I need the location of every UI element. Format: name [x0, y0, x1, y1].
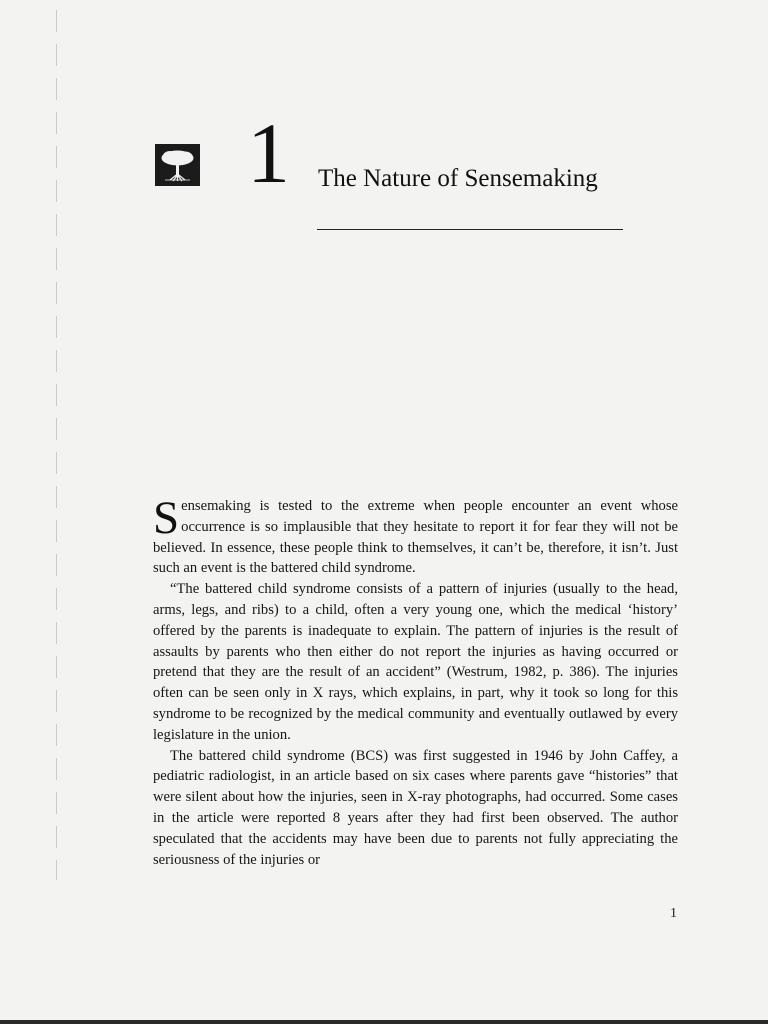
page-bottom-edge: [0, 1020, 768, 1024]
paragraph-3: The battered child syndrome (BCS) was first suggested in 1946 by John Caffey, a pediatric radiologist, in an article based on six cases where parents gave “histories” that were silent about how the injuries, seen in X-ray photographs, had occurred. Some cases in the article were reported 8 years after they had first been observed. The author speculated that the accidents may have been due to parents not fully appreciating the seriousness of the injuries or: [153, 747, 678, 868]
body-text: [153, 492, 678, 870]
chapter-number: 1: [247, 105, 290, 201]
paragraph-2: “The battered child syndrome consists of a pattern of injuries (usually to the head, arms, legs, and ribs) to a child, often a very young one, which the medical ‘history’ offered by the parents is inadequate to explain. The pattern of injuries is the result of assaults by parents who then either do not report the injuries as having occurred or pretend that they are the result of an accident” (Westrum, 1982, p. 386). The injuries often can be seen only in X rays, which explains, in part, why it took so long for this syndrome to be recognized by the medical community and eventually outlawed by every legislature in the union.: [153, 581, 678, 743]
paragraph-1: [153, 492, 678, 579]
page-number: 1: [670, 906, 677, 921]
binding-edge: [56, 10, 57, 880]
drop-cap: S: [153, 492, 180, 544]
tree-icon: [155, 144, 200, 186]
chapter-title: The Nature of Sensemaking: [318, 165, 598, 192]
title-underline: [317, 229, 623, 230]
paragraph-1-text: ensemaking is tested to the extreme when people encounter an event whose occurrence is so implausible that they hesitate to report it for fear they will not be believed. In essence, these people think to themselves, it can’t be, therefore, it isn’t. Just such an event is the battered child syndrome.: [153, 498, 678, 577]
